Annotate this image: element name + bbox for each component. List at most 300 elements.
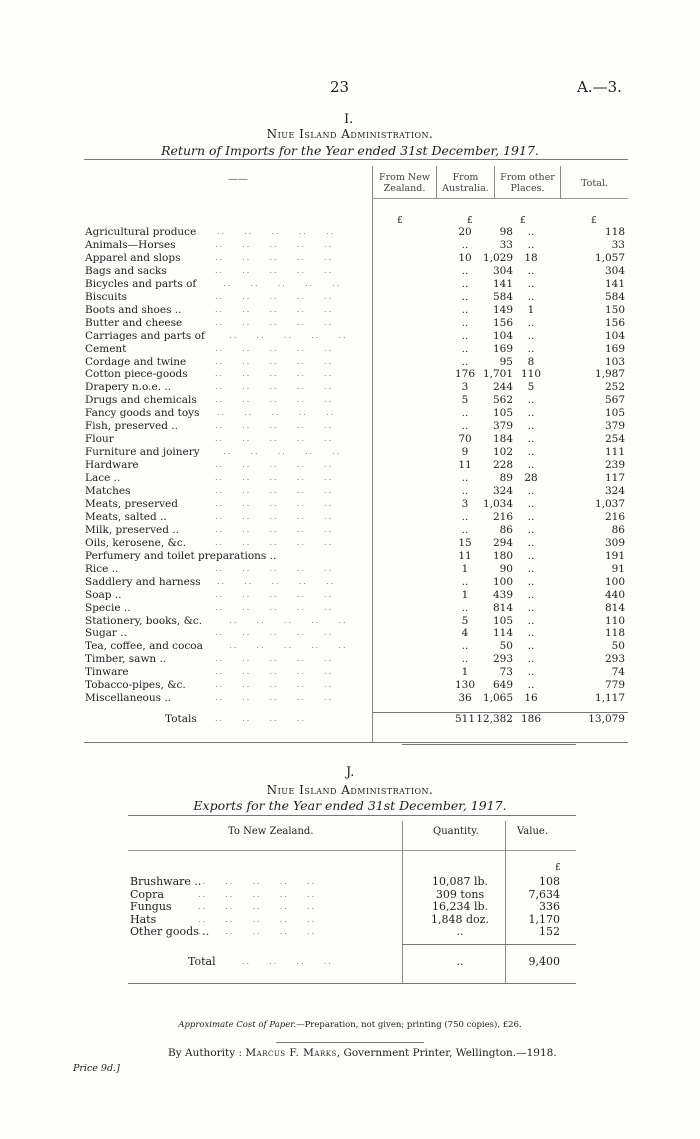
value-australia: 4 [461,627,469,640]
table-row [85,407,625,420]
value-other-places: .. [527,238,535,251]
leader-dots: .. .. .. .. .. [215,382,334,392]
leader-dots: .. .. .. .. .. [198,889,317,899]
totals-total: 13,079 [588,713,625,725]
totals-label: Totals [165,713,197,725]
export-item-label: Other goods .. [130,925,210,939]
import-item-label: Matches [85,485,131,497]
leader-dots: .. .. .. .. .. [198,877,317,886]
value-total: 584 [604,290,625,303]
value-other-places: .. [527,459,535,472]
authority-suffix: , Government Printer, Wellington.—1918. [336,1047,557,1059]
table-row [85,291,625,304]
leader-dots: .. .. .. .. .. [215,239,334,249]
import-item-label: Saddlery and harness [85,575,201,588]
import-item-label: Tobacco-pipes, &c. [85,679,186,692]
table-row [85,472,625,485]
currency-nz: £ [397,216,403,226]
value-total: 1,037 [594,497,625,510]
value-other-places: .. [527,549,535,562]
value-total: 567 [604,394,625,407]
table-i-top-rule [84,159,628,160]
paper-cost-text: —Preparation, not given; printing (750 copies), £26. [296,1020,522,1030]
value-other-places: 5 [527,381,535,394]
export-total-qty: .. [456,955,464,968]
import-item-label: Timber, sawn .. [85,653,167,666]
leader-dots: .. .. .. .. .. [215,395,334,405]
value-other-places: .. [527,653,535,666]
value-australia: 5 [461,614,469,627]
value-new-zealand: 304 [492,264,513,277]
page-number: 23 [330,78,350,96]
leader-dots: .. .. .. .. .. [223,278,342,288]
table-j-header-rule [128,850,576,851]
export-item-label: Hats [130,912,157,926]
value-other-places: .. [527,407,535,420]
export-quantity: .. [456,925,464,939]
value-new-zealand: 244 [492,381,513,394]
leader-dots: .. .. .. .. .. [229,615,348,625]
value-other-places: .. [527,666,535,679]
value-new-zealand: 33 [499,238,513,251]
value-other-places: .. [527,627,535,640]
leader-dots: .. .. .. .. .. [215,252,334,262]
value-new-zealand: 102 [492,446,513,459]
table-row [85,602,625,615]
import-item-label: Apparel and slops [85,251,181,264]
value-total: 118 [604,627,625,640]
value-total: 50 [611,640,625,653]
col-head-australia: From Australia. [442,172,489,194]
value-new-zealand: 105 [492,614,513,627]
totals-au: 511 [454,713,476,725]
value-other-places: .. [527,523,535,536]
leader-dots: .. .. .. .. .. [215,667,334,677]
value-new-zealand: 1,701 [482,368,513,381]
table-row [85,330,625,343]
value-other-places: 16 [524,692,538,705]
leader-dots: .. .. .. .. .. [215,537,334,547]
leader-dots: .. .. .. .. .. [229,330,348,340]
value-other-places: 8 [527,355,535,368]
value-total: 239 [604,459,625,472]
value-other-places: .. [527,394,535,407]
import-item-label: Soap .. [85,588,122,601]
value-australia: .. [461,407,469,420]
import-item-label: Tea, coffee, and cocoa [85,640,203,653]
value-australia: .. [461,653,469,666]
value-australia: 3 [461,497,469,510]
export-value: 108 [539,875,560,888]
import-item-label: Fancy goods and toys [85,407,200,420]
import-item-label: Meats, salted .. [85,510,167,523]
leader-dots: .. .. .. .. .. [217,408,336,418]
value-total: 118 [604,226,625,238]
value-total: 111 [604,446,625,459]
section-i-letter: I. [344,112,354,127]
document-reference: A.—3. [577,78,622,96]
value-australia: 176 [454,368,476,381]
value-other-places: .. [527,562,535,575]
export-quantity: 1,848 doz. [431,912,489,926]
export-item-label: Copra [130,887,164,901]
value-total: 216 [604,510,625,523]
leader-dots: .. .. .. .. .. [215,628,334,638]
leader-dots: .. .. .. .. .. [215,693,334,703]
value-total: 103 [604,355,625,368]
table-row [85,576,625,589]
table-i-bottom-rule [84,742,628,743]
leader-dots: .. .. .. .. .. [215,654,334,664]
import-item-label: Tinware [85,666,129,679]
value-other-places: .. [527,588,535,601]
import-item-label: Boots and shoes .. [85,303,182,316]
value-total: 379 [604,420,625,433]
import-item-label: Bags and sacks [85,264,167,277]
value-australia: .. [461,290,469,303]
import-item-label: Furniture and joinery [85,446,200,459]
value-total: 104 [604,329,625,342]
currency-total: £ [591,216,597,226]
export-total-value: 9,400 [528,955,560,968]
leader-dots: .. .. .. .. .. [215,317,334,327]
value-new-zealand: 95 [499,355,513,368]
value-australia: .. [461,277,469,290]
totals-nz: 12,382 [476,713,513,725]
import-item-label: Animals—Horses [85,238,176,251]
footer-rule [276,1042,424,1043]
leader-dots: .. .. .. .. .. [215,602,334,612]
value-new-zealand: 141 [492,277,513,290]
value-australia: 70 [458,433,472,446]
exports-total-row [130,956,560,969]
export-value: 152 [539,925,560,939]
value-australia: 10 [458,251,472,264]
currency-value: £ [555,863,561,873]
table-row [130,876,560,889]
value-total: 141 [604,277,625,290]
value-total: 117 [604,472,625,485]
value-australia: .. [461,303,469,316]
value-total: 252 [604,381,625,394]
leader-dots: .. .. .. .. .. [215,421,334,431]
value-new-zealand: 169 [492,342,513,355]
value-new-zealand: 98 [499,226,513,238]
value-australia: 20 [458,226,472,238]
import-item-label: Sugar .. [85,627,127,640]
table-row [85,459,625,472]
value-other-places: .. [527,497,535,510]
value-other-places: .. [527,536,535,549]
value-new-zealand: 324 [492,485,513,497]
leader-dots: .. .. .. .. .. [215,265,334,275]
value-total: 293 [604,653,625,666]
value-total: 254 [604,433,625,446]
table-j-total-separator [402,944,576,945]
table-j-top-rule [128,815,576,816]
import-item-label: Stationery, books, &c. [85,614,203,627]
value-australia: 5 [461,394,469,407]
value-australia: 130 [454,679,476,692]
leader-dots: .. .. .. .. .. [215,589,334,599]
import-item-label: Drugs and chemicals [85,394,197,407]
import-item-label: Cotton piece-goods [85,368,188,381]
table-row [85,627,625,640]
value-total: 779 [604,679,625,692]
value-australia: .. [461,264,469,277]
table-row [130,889,560,902]
import-item-label: Drapery n.o.e. .. [85,381,172,394]
totals-other: 186 [520,713,542,725]
section-i-subtitle: Return of Imports for the Year ended 31st December, 1917. [161,143,539,158]
value-other-places: .. [527,290,535,303]
leader-dots: .. .. .. .. .. [215,291,334,301]
value-new-zealand: 216 [492,510,513,523]
table-row [85,615,625,628]
export-value: 7,634 [528,887,560,901]
value-new-zealand: 379 [492,420,513,433]
import-item-label: Biscuits [85,290,128,303]
value-other-places: 110 [520,368,542,381]
leader-dots: .. .. .. .. .. [198,914,317,924]
import-item-label: Fish, preserved .. [85,420,178,433]
table-row [85,679,625,692]
value-australia: .. [461,485,469,497]
leader-dots: .. .. .. .. .. [217,576,336,586]
value-australia: .. [461,601,469,614]
leader-dots: .. .. .. .. .. [229,641,348,651]
table-row [85,446,625,459]
value-new-zealand: 814 [492,601,513,614]
value-new-zealand: 90 [499,562,513,575]
value-new-zealand: 1,065 [482,692,513,705]
value-new-zealand: 149 [492,303,513,316]
value-total: 169 [604,342,625,355]
export-value: 336 [539,900,560,914]
value-new-zealand: 89 [499,472,513,485]
value-other-places: .. [527,640,535,653]
table-row [85,511,625,524]
value-new-zealand: 1,034 [482,497,513,510]
value-new-zealand: 100 [492,575,513,588]
value-other-places: .. [527,446,535,459]
import-item-label: Cordage and twine [85,355,187,368]
table-row [130,901,560,914]
leader-dots: .. .. .. .. .. [215,498,334,508]
value-new-zealand: 294 [492,536,513,549]
table-row [85,226,625,239]
value-australia: .. [461,472,469,485]
import-item-label: Perfumery and toilet preparations .. [85,549,277,562]
table-j-total-rule [402,744,576,745]
table-row [85,278,625,291]
value-new-zealand: 50 [499,640,513,653]
leader-dots: .. .. .. .. .. [223,447,342,457]
value-total: 440 [604,588,625,601]
value-other-places: .. [527,485,535,497]
value-other-places: .. [527,420,535,433]
import-item-label: Bicycles and parts of [85,277,197,290]
value-new-zealand: 584 [492,290,513,303]
value-total: 1,987 [594,368,625,381]
leader-dots: .. .. .. .. .. [198,927,317,937]
table-j-bottom-rule [128,983,576,984]
export-value: 1,170 [528,912,560,926]
export-quantity: 16,234 lb. [431,900,489,914]
col-head-total: Total. [581,178,608,189]
value-australia: 1 [461,588,469,601]
leader-dots: .. .. .. .. .. [215,486,334,495]
col-head-new-zealand: From New Zealand. [379,172,430,194]
export-item-label: Fungus [130,900,172,914]
value-total: 33 [611,238,625,251]
value-other-places: .. [527,614,535,627]
section-j-letter: J. [346,765,355,780]
value-total: 74 [611,666,625,679]
col-head-quantity: Quantity. [433,826,479,837]
totals-leader-dots: .. .. .. .. [215,714,306,723]
import-item-label: Oils, kerosene, &c. [85,536,187,549]
table-row [85,550,625,563]
table-row [85,368,625,381]
import-item-label: Milk, preserved .. [85,523,179,536]
export-item-label: Brushware .. [130,875,202,888]
currency-au: £ [467,216,473,226]
value-australia: .. [461,342,469,355]
value-total: 309 [604,536,625,549]
value-australia: .. [461,316,469,329]
value-total: 86 [611,523,625,536]
leader-dots: .. .. .. .. .. [215,369,334,379]
value-total: 191 [604,549,625,562]
leader-dots: .. .. .. .. .. [198,902,317,912]
table-i-header-rule [372,198,628,199]
value-total: 91 [611,562,625,575]
leader-dots: .. .. .. .. .. [215,680,334,690]
value-other-places: .. [527,316,535,329]
import-item-label: Meats, preserved [85,497,178,510]
value-total: 814 [604,601,625,614]
value-new-zealand: 293 [492,653,513,666]
value-other-places: .. [527,264,535,277]
col-head-to-new-zealand: To New Zealand. [228,826,314,837]
import-item-label: Lace .. [85,472,121,485]
import-item-label: Flour [85,433,114,446]
price: Price 9d.] [73,1063,120,1074]
value-other-places: .. [527,433,535,446]
value-australia: .. [461,420,469,433]
value-other-places: .. [527,510,535,523]
value-other-places: .. [527,226,535,238]
table-row [85,563,625,576]
value-new-zealand: 228 [492,459,513,472]
table-row [85,653,625,666]
table-row [85,433,625,446]
table-row [85,666,625,679]
value-new-zealand: 180 [492,549,513,562]
paper-cost-label: Approximate Cost of Paper. [178,1020,297,1030]
value-australia: .. [461,523,469,536]
authority-prefix: By Authority : [168,1047,243,1059]
value-new-zealand: 156 [492,316,513,329]
value-australia: 1 [461,666,469,679]
import-item-label: Specie .. [85,601,131,614]
value-total: 156 [604,316,625,329]
table-row [85,252,625,265]
table-row [85,524,625,537]
value-new-zealand: 73 [499,666,513,679]
value-other-places: .. [527,277,535,290]
import-item-label: Butter and cheese [85,316,183,329]
value-australia: .. [461,238,469,251]
value-total: 304 [604,264,625,277]
value-other-places: .. [527,679,535,692]
value-new-zealand: 114 [492,627,513,640]
value-australia: 11 [458,459,472,472]
value-new-zealand: 562 [492,394,513,407]
leader-dots: .. .. .. .. .. [215,511,334,521]
table-row [85,317,625,330]
value-other-places: 28 [524,472,538,485]
value-australia: .. [461,510,469,523]
table-row [85,304,625,317]
value-total: 150 [604,303,625,316]
leader-dots: .. .. .. .. .. [215,473,334,483]
leader-dots: .. .. .. .. .. [215,304,334,314]
value-total: 105 [604,407,625,420]
import-item-label: Hardware [85,459,139,472]
value-total: 100 [604,575,625,588]
value-australia: 9 [461,446,469,459]
paper-cost-note [0,1020,700,1030]
leader-dots: .. .. .. .. .. [215,563,334,573]
col-head-other-places: From other Places. [500,172,555,194]
value-other-places: 1 [527,303,535,316]
leader-dots: .. .. .. .. .. [215,356,334,366]
value-new-zealand: 105 [492,407,513,420]
table-row [85,394,625,407]
table-row [85,343,625,356]
col-head-value: Value. [517,826,549,837]
value-other-places: 18 [524,251,538,264]
leader-dots: .. .. .. .. .. [215,460,334,470]
import-item-label: Cement [85,342,127,355]
table-row [85,265,625,278]
table-row [85,485,625,498]
section-j-title: Niue Island Administration. [266,783,434,797]
table-row [85,498,625,511]
table-row [85,589,625,602]
table-i-stub-head: —— [228,174,248,185]
section-j-subtitle: Exports for the Year ended 31st December, 1917. [193,798,507,813]
value-australia: 11 [458,549,472,562]
value-new-zealand: 649 [492,679,513,692]
table-row [85,692,625,705]
value-other-places: .. [527,329,535,342]
export-quantity: 10,087 lb. [431,875,489,888]
value-australia: 15 [458,536,472,549]
value-new-zealand: 104 [492,329,513,342]
value-other-places: .. [527,342,535,355]
value-australia: 3 [461,381,469,394]
table-row [85,420,625,433]
export-quantity: 309 tons [435,887,485,901]
value-australia: .. [461,329,469,342]
table-row [85,239,625,252]
leader-dots: .. .. .. .. .. [215,434,334,444]
value-total: 1,117 [594,692,625,705]
value-total: 1,057 [594,251,625,264]
